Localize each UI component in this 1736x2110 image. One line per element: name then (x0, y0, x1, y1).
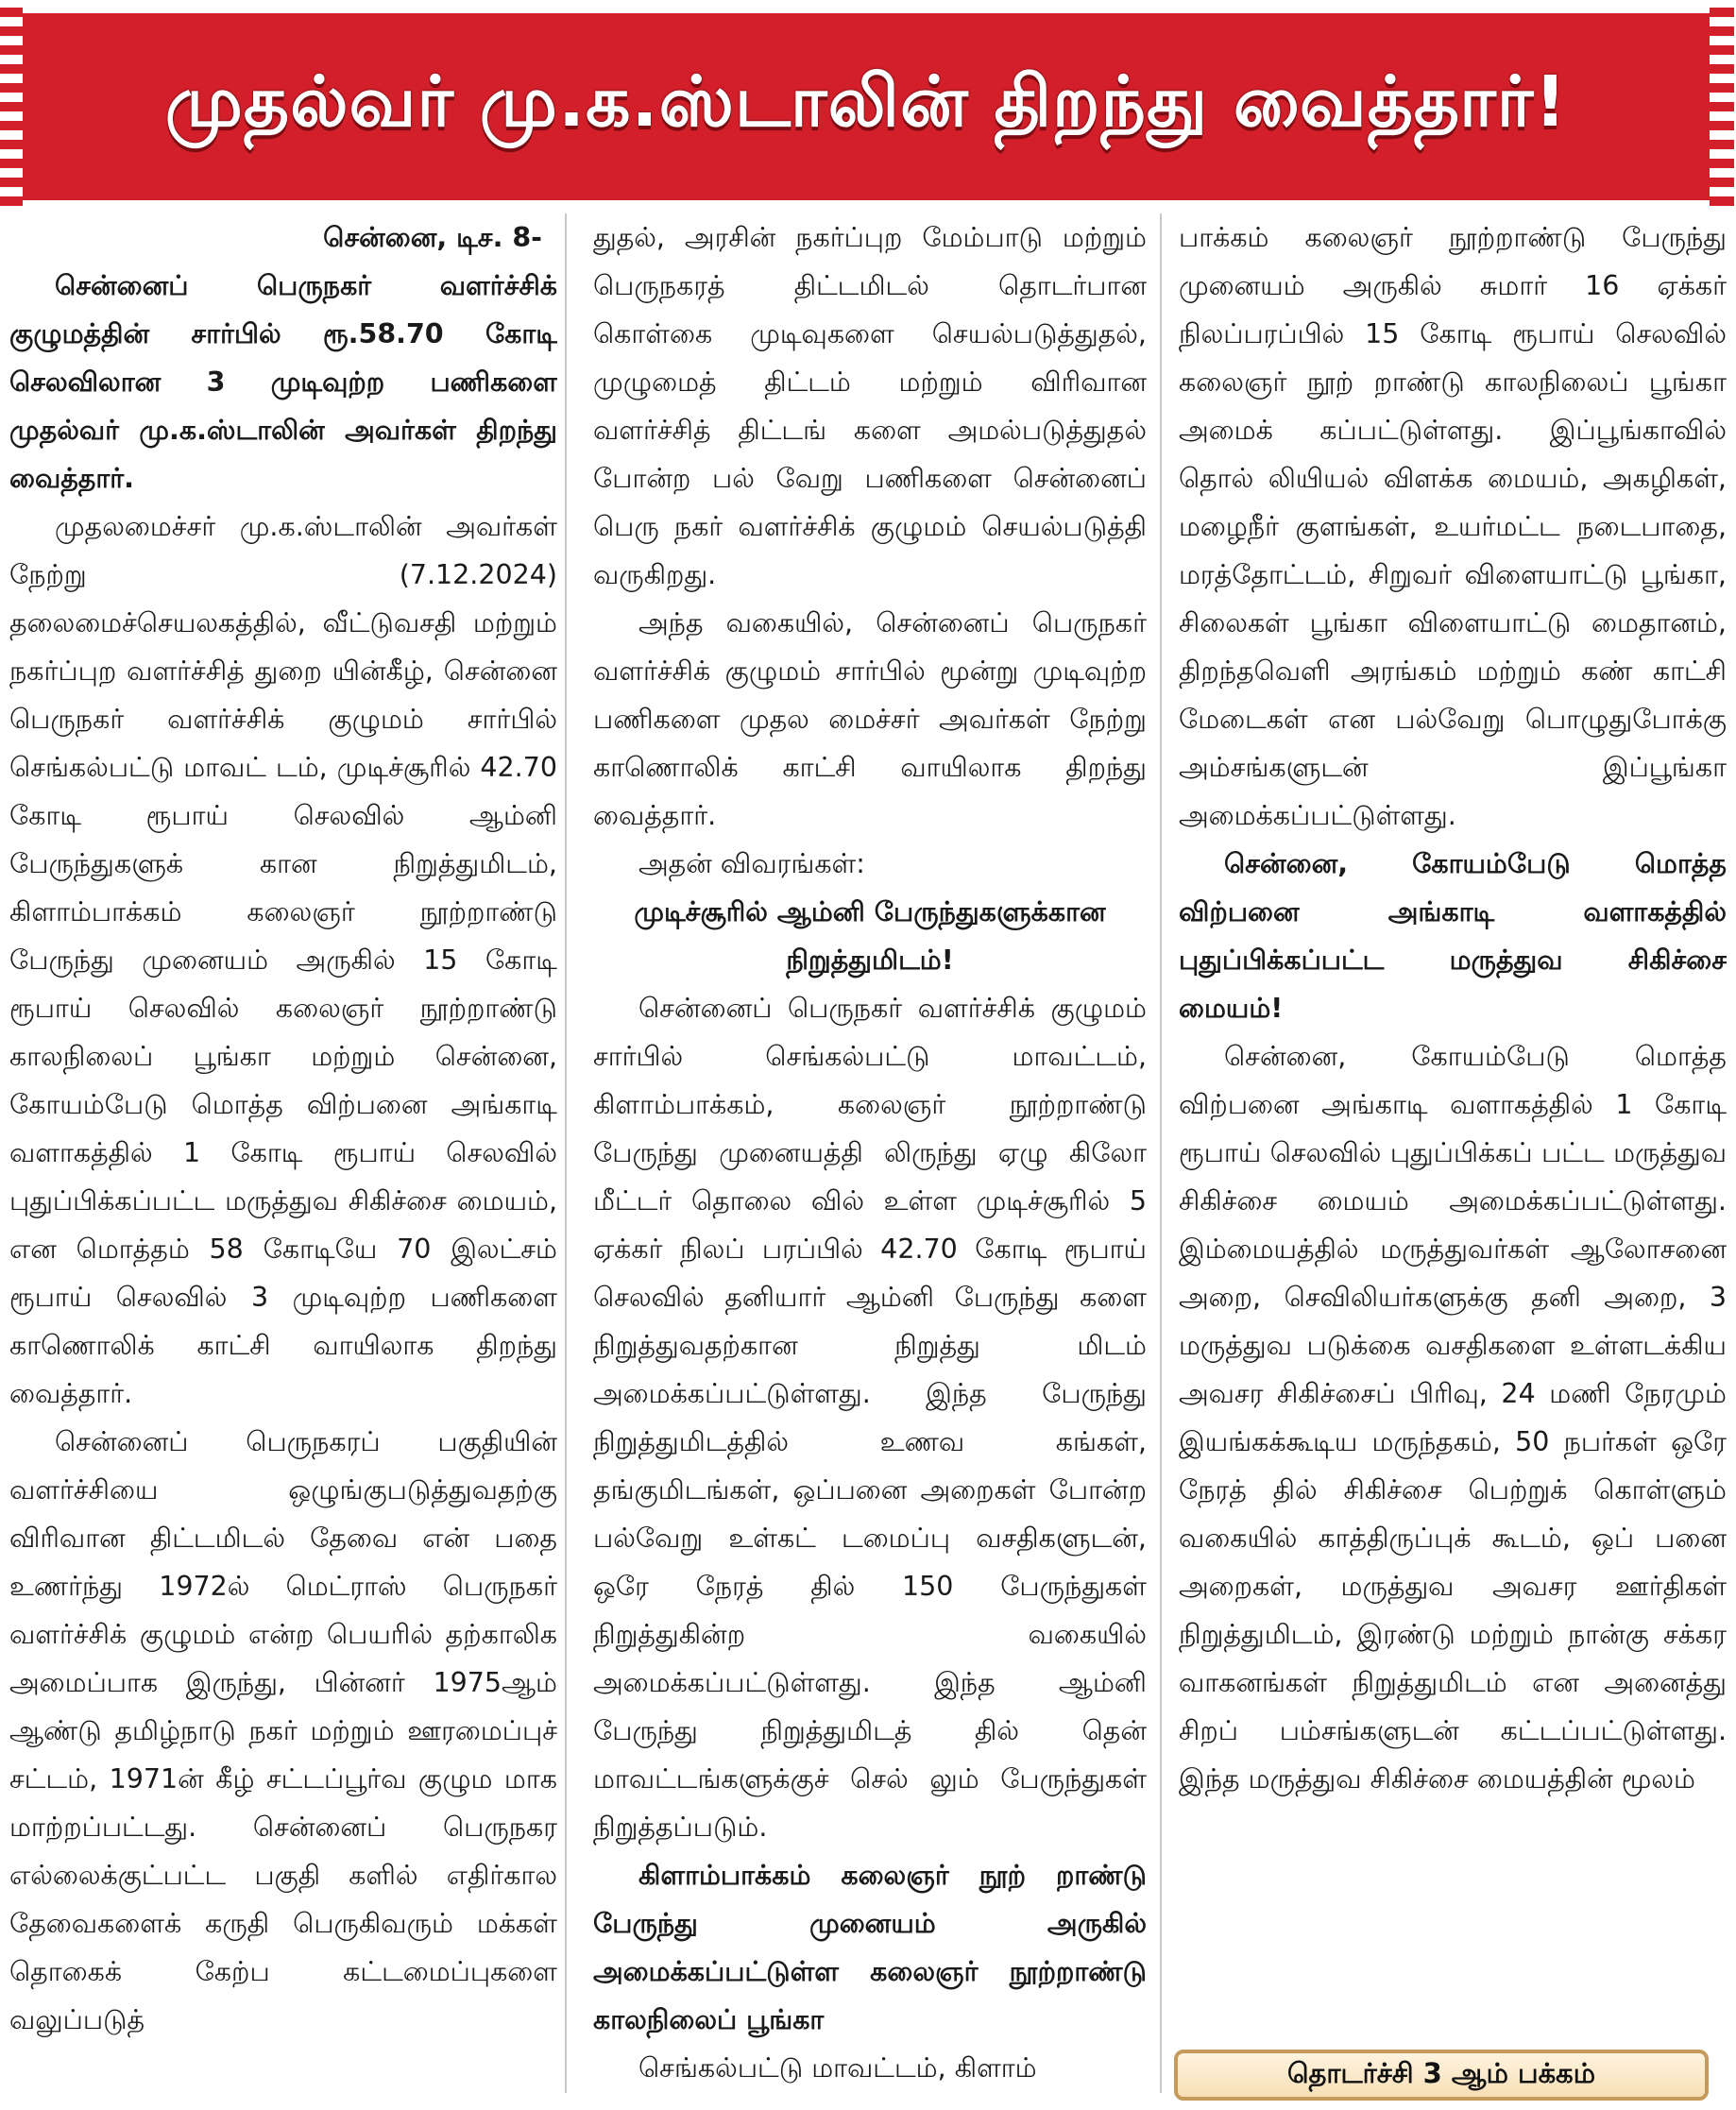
paragraph: அதன் விவரங்கள்: (638, 848, 865, 879)
paragraph: துதல், அரசின் நகர்ப்புற மேம்பாடு மற்றும் பெருநகரத் திட்டமிடல் தொடர்பான கொள்கை முடிவுகளை செயல்படுத்துதல், முழுமைத் திட்டம் மற்றும் விரிவான வளர்ச்சித் திட்டங் களை அமல்படுத்துதல் போன்ற பல் வேறு பணிகளை சென்னைப் பெரு நகர் வளர்ச்சிக் குழுமம் செயல்படுத்தி வருகிறது. (593, 222, 1147, 590)
lead-paragraph: சென்னைப் பெருநகர் வளர்ச்சிக் குழுமத்தின் சார்பில் ரூ.58.70 கோடி செலவிலான 3 முடிவுற்ற பணிகளை முதல்வர் மு.க.ஸ்டாலின் அவர்கள் திறந்து வைத்தார். (9, 270, 557, 494)
paragraph: சென்னைப் பெருநகர் வளர்ச்சிக் குழுமம் சார்பில் செங்கல்பட்டு மாவட்டம், கிளாம்பாக்கம், கலைஞர் நூற்றாண்டு பேருந்து முனையத்தி லிருந்து ஏழு கிலோ மீட்டர் தொலை வில் உள்ள முடிச்சூரில் 5 ஏக்கர் நிலப் பரப்பில் 42.70 கோடி ரூபாய் செலவில் தனியார் ஆம்னி பேருந்து களை நிறுத்துவதற்கான நிறுத்து மிடம் அமைக்கப்பட்டுள்ளது. இந்த பேருந்து நிறுத்துமிடத்தில் உணவ கங்கள், தங்குமிடங்கள், ஒப்பனை அறைகள் போன்ற பல்வேறு உள்கட் டமைப்பு வசதிகளுடன், ஒரே நேரத் தில் 150 பேருந்துகள் நிறுத்துகின்ற வகையில் அமைக்கப்பட்டுள்ளது. இந்த ஆம்னி பேருந்து நிறுத்துமிடத் தில் தென் மாவட்டங்களுக்குச் செல் லும் பேருந்துகள் நிறுத்தப்படும். (593, 993, 1147, 1843)
article-body (9, 213, 1727, 2098)
dateline: சென்னை, டிச. 8- (323, 222, 542, 253)
paragraph: முதலமைச்சர் மு.க.ஸ்டாலின் அவர்கள் நேற்று (7.12.2024) தலைமைச்செயலகத்தில், வீட்டுவசதி மற்றும் நகர்ப்புற வளர்ச்சித் துறை யின்கீழ், சென்னை பெருநகர் வளர்ச்சிக் குழுமம் சார்பில் செங்கல்பட்டு மாவட் டம், முடிச்சூரில் 42.70 கோடி ரூபாய் செலவில் ஆம்னி பேருந்துகளுக் கான நிறுத்துமிடம், கிளாம்பாக்கம் கலைஞர் நூற்றாண்டு பேருந்து முனையம் அருகில் 15 கோடி ரூபாய் செலவில் கலைஞர் நூற்றாண்டு காலநிலைப் பூங்கா மற்றும் சென்னை, கோயம்பேடு மொத்த விற்பனை அங்காடி வளாகத்தில் 1 கோடி ரூபாய் செலவில் புதுப்பிக்கப்பட்ட மருத்துவ சிகிச்சை மையம், என மொத்தம் 58 கோடியே 70 இலட்சம் ரூபாய் செலவில் 3 முடிவுற்ற பணிகளை காணொலிக் காட்சி வாயிலாக திறந்து வைத்தார். (9, 511, 557, 1409)
paragraph: அந்த வகையில், சென்னைப் பெருநகர் வளர்ச்சிக் குழுமம் சார்பில் மூன்று முடிவுற்ற பணிகளை முதல மைச்சர் அவர்கள் நேற்று காணொலிக் காட்சி வாயிலாக திறந்து வைத்தார். (593, 607, 1147, 831)
paragraph: சென்னைப் பெருநகரப் பகுதியின் வளர்ச்சியை ஒழுங்குபடுத்துவதற்கு விரிவான திட்டமிடல் தேவை என் பதை உணர்ந்து 1972ல் மெட்ராஸ் பெருநகர் வளர்ச்சிக் குழுமம் என்ற பெயரில் தற்காலிக அமைப்பாக இருந்து, பின்னர் 1975ஆம் ஆண்டு தமிழ்நாடு நகர் மற்றும் ஊரமைப்புச் சட்டம், 1971ன் கீழ் சட்டப்பூர்வ குழும மாக மாற்றப்பட்டது. சென்னைப் பெருநகர எல்லைக்குட்பட்ட பகுதி களில் எதிர்கால தேவைகளைக் கருதி பெருகிவரும் மக்கள் தொகைக் கேற்ப கட்டமைப்புகளை வலுப்படுத் (9, 1426, 557, 2035)
continued-on-page-box: தொடர்ச்சி 3 ஆம் பக்கம் (1174, 2050, 1709, 2101)
column-2 (593, 213, 1147, 2098)
paragraph: சென்னை, கோயம்பேடு மொத்த விற்பனை அங்காடி வளாகத்தில் 1 கோடி ரூபாய் செலவில் புதுப்பிக்கப் பட்ட மருத்துவ சிகிச்சை மையம் அமைக்கப்பட்டுள்ளது. இம்மையத்தில் மருத்துவர்கள் ஆலோசனை அறை, செவிலியர்களுக்கு தனி அறை, 3 மருத்துவ படுக்கை வசதிகளை உள்ளடக்கிய அவசர சிகிச்சைப் பிரிவு, 24 மணி நேரமும் இயங்கக்கூடிய மருந்தகம், 50 நபர்கள் ஒரே நேரத் தில் சிகிச்சை பெற்றுக் கொள்ளும் வகையில் காத்திருப்புக் கூடம், ஒப் பனை அறைகள், மருத்துவ அவசர ஊர்திகள் நிறுத்துமிடம், இரண்டு மற்றும் நான்கு சக்கர வாகனங்கள் நிறுத்துமிடம் என அனைத்து சிறப் பம்சங்களுடன் கட்டப்பட்டுள்ளது. இந்த மருத்துவ சிகிச்சை மையத்தின் மூலம் (1179, 1041, 1727, 1795)
subheading: முடிச்சூரில் ஆம்னி பேருந்துகளுக்கான நிறுத்துமிடம்! (634, 896, 1106, 976)
paragraph: செங்கல்பட்டு மாவட்டம், கிளாம் (638, 2052, 1037, 2084)
subheading: கிளாம்பாக்கம் கலைஞர் நூற் றாண்டு பேருந்து முனையம் அருகில் அமைக்கப்பட்டுள்ள கலைஞர் நூற்றாண்டு காலநிலைப் பூங்கா (593, 1860, 1147, 2035)
headline: முதல்வர் மு.க.ஸ்டாலின் திறந்து வைத்தார்! (164, 61, 1568, 143)
column-1 (9, 213, 557, 2098)
headline-banner (11, 8, 1721, 206)
paragraph: பாக்கம் கலைஞர் நூற்றாண்டு பேருந்து முனையம் அருகில் சுமார் 16 ஏக்கர் நிலப்பரப்பில் 15 கோடி ரூபாய் செலவில் கலைஞர் நூற் றாண்டு காலநிலைப் பூங்கா அமைக் கப்பட்டுள்ளது. இப்பூங்காவில் தொல் லியியல் விளக்க மையம், அகழிகள், மழைநீர் குளங்கள், உயர்மட்ட நடைபாதை, மரத்தோட்டம், சிறுவர் விளையாட்டு பூங்கா, சிலைகள் பூங்கா விளையாட்டு மைதானம், திறந்தவெளி அரங்கம் மற்றும் கண் காட்சி மேடைகள் என பல்வேறு பொழுதுபோக்கு அம்சங்களுடன் இப்பூங்கா அமைக்கப்பட்டுள்ளது. (1179, 222, 1727, 831)
subheading: சென்னை, கோயம்பேடு மொத்த விற்பனை அங்காடி வளாகத்தில் புதுப்பிக்கப்பட்ட மருத்துவ சிகிச்சை மையம்! (1179, 848, 1727, 1024)
column-3 (1179, 213, 1727, 2098)
